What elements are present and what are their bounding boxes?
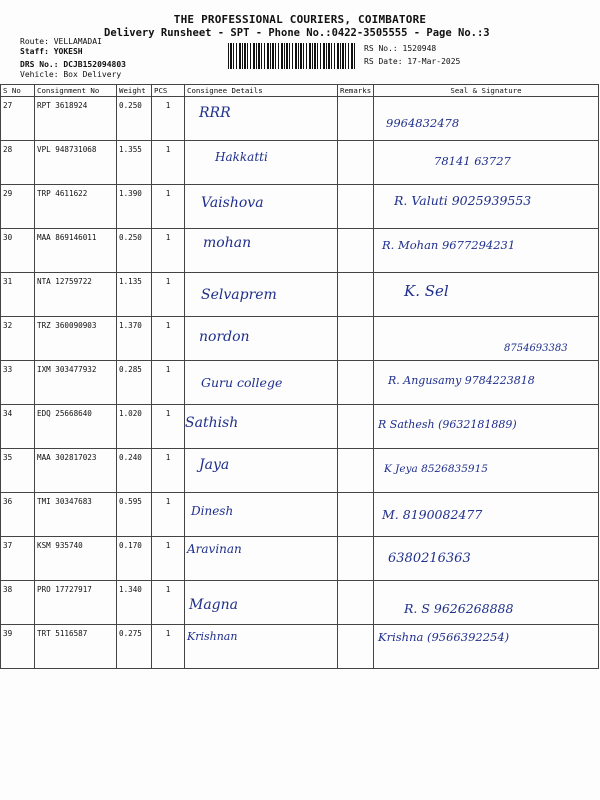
runsheet-subtitle: Delivery Runsheet - SPT - Phone No.:0422-3505555 - Page No.:3 — [104, 27, 490, 39]
row-remarks — [338, 273, 374, 317]
row-pcs: 1 — [152, 493, 185, 537]
row-pcs: 1 — [152, 273, 185, 317]
row-weight: 1.340 — [117, 581, 152, 625]
row-remarks — [338, 317, 374, 361]
rs-number: RS No.: 1520948 — [364, 44, 437, 53]
row-pcs: 1 — [152, 405, 185, 449]
col-consignment: Consignment No — [35, 85, 117, 97]
seal-signature: M. 8190082477 — [382, 507, 483, 522]
seal-signature: R. Mohan 9677294231 — [382, 238, 516, 252]
row-consignment-no: VPL 948731068 — [35, 141, 117, 185]
row-sno: 33 — [1, 361, 35, 405]
seal-signature: 6380216363 — [388, 551, 471, 566]
row-consignment-no: TMI 30347683 — [35, 493, 117, 537]
row-consignment-no: NTA 12759722 — [35, 273, 117, 317]
row-weight: 0.275 — [117, 625, 152, 669]
row-remarks — [338, 405, 374, 449]
row-weight: 0.250 — [117, 229, 152, 273]
row-sno: 39 — [1, 625, 35, 669]
table-row — [1, 273, 599, 317]
consignee-handwriting: Magna — [189, 597, 239, 613]
col-weight: Weight — [117, 85, 152, 97]
row-remarks — [338, 229, 374, 273]
row-consignment-no: TRT 5116587 — [35, 625, 117, 669]
seal-signature: K Jeya 8526835915 — [384, 463, 488, 475]
seal-signature: 78141 63727 — [434, 154, 511, 168]
row-pcs: 1 — [152, 317, 185, 361]
consignee-handwriting: Selvaprem — [201, 287, 277, 303]
row-pcs: 1 — [152, 185, 185, 229]
row-weight: 0.595 — [117, 493, 152, 537]
row-remarks — [338, 449, 374, 493]
seal-signature: R. S 9626268888 — [404, 601, 514, 616]
row-weight: 0.250 — [117, 97, 152, 141]
row-sno: 34 — [1, 405, 35, 449]
seal-signature: K. Sel — [404, 282, 449, 300]
row-weight: 1.390 — [117, 185, 152, 229]
runsheet-table — [0, 84, 599, 669]
row-weight: 0.285 — [117, 361, 152, 405]
table-row — [1, 581, 599, 625]
row-pcs: 1 — [152, 229, 185, 273]
row-consignment-no: EDQ 25668640 — [35, 405, 117, 449]
col-consignee: Consignee Details — [185, 85, 338, 97]
seal-signature: R. Angusamy 9784223818 — [388, 374, 535, 387]
row-sno: 32 — [1, 317, 35, 361]
row-sno: 38 — [1, 581, 35, 625]
route-text: Route: VELLAMADAI — [20, 37, 102, 46]
row-weight: 1.020 — [117, 405, 152, 449]
row-pcs: 1 — [152, 97, 185, 141]
row-weight: 1.370 — [117, 317, 152, 361]
row-pcs: 1 — [152, 361, 185, 405]
drs-number: DRS No.: DCJB152094803 — [20, 60, 126, 69]
row-consignment-no: MAA 302817023 — [35, 449, 117, 493]
table-row — [1, 537, 599, 581]
seal-signature: 8754693383 — [504, 343, 568, 354]
row-consignment-no: RPT 3618924 — [35, 97, 117, 141]
consignee-handwriting: nordon — [199, 329, 250, 345]
row-consignment-no: TRZ 360090903 — [35, 317, 117, 361]
consignee-handwriting: RRR — [199, 105, 231, 121]
consignee-handwriting: mohan — [203, 235, 252, 251]
consignee-handwriting: Sathish — [185, 415, 239, 431]
row-remarks — [338, 625, 374, 669]
row-consignment-no: MAA 869146011 — [35, 229, 117, 273]
consignee-handwriting: Vaishova — [201, 195, 264, 211]
row-remarks — [338, 97, 374, 141]
row-weight: 1.355 — [117, 141, 152, 185]
vehicle-text: Vehicle: Box Delivery — [20, 70, 122, 79]
row-pcs: 1 — [152, 141, 185, 185]
row-sno: 29 — [1, 185, 35, 229]
staff-text: Staff: YOKESH — [20, 47, 83, 56]
table-row — [1, 317, 599, 361]
rs-date: RS Date: 17-Mar-2025 — [364, 57, 461, 66]
row-sno: 37 — [1, 537, 35, 581]
consignee-handwriting: Hakkatti — [215, 150, 268, 164]
row-remarks — [338, 581, 374, 625]
table-row — [1, 625, 599, 669]
table-row — [1, 141, 599, 185]
seal-signature: Krishna (9566392254) — [378, 630, 510, 644]
row-weight: 0.170 — [117, 537, 152, 581]
table-header-row — [1, 85, 599, 97]
row-pcs: 1 — [152, 581, 185, 625]
company-title: THE PROFESSIONAL COURIERS, COIMBATORE — [173, 13, 427, 26]
col-remarks: Remarks — [338, 85, 374, 97]
seal-signature: R Sathesh (9632181889) — [378, 418, 517, 431]
consignee-handwriting: Aravinan — [187, 542, 242, 556]
row-pcs: 1 — [152, 537, 185, 581]
row-remarks — [338, 361, 374, 405]
row-weight: 0.240 — [117, 449, 152, 493]
row-consignment-no: KSM 935740 — [35, 537, 117, 581]
col-pcs: PCS — [152, 85, 185, 97]
row-consignment-no: TRP 4611622 — [35, 185, 117, 229]
barcode-image — [228, 43, 356, 69]
row-remarks — [338, 493, 374, 537]
col-seal: Seal & Signature — [374, 85, 599, 97]
table-row — [1, 493, 599, 537]
seal-signature: R. Valuti 9025939553 — [394, 193, 532, 208]
table-row — [1, 405, 599, 449]
table-row — [1, 229, 599, 273]
consignee-handwriting: Jaya — [199, 457, 230, 473]
table-row — [1, 449, 599, 493]
table-row — [1, 97, 599, 141]
row-remarks — [338, 141, 374, 185]
row-sno: 30 — [1, 229, 35, 273]
row-remarks — [338, 537, 374, 581]
table-row — [1, 361, 599, 405]
col-sno: S No — [1, 85, 35, 97]
consignee-handwriting: Dinesh — [191, 504, 234, 518]
row-sno: 35 — [1, 449, 35, 493]
table-row — [1, 185, 599, 229]
row-sno: 36 — [1, 493, 35, 537]
row-sno: 28 — [1, 141, 35, 185]
row-pcs: 1 — [152, 449, 185, 493]
row-weight: 1.135 — [117, 273, 152, 317]
consignee-handwriting: Guru college — [201, 375, 283, 390]
row-pcs: 1 — [152, 625, 185, 669]
row-sno: 27 — [1, 97, 35, 141]
row-remarks — [338, 185, 374, 229]
seal-signature: 9964832478 — [386, 116, 460, 130]
row-sno: 31 — [1, 273, 35, 317]
consignee-handwriting: Krishnan — [187, 630, 238, 643]
row-consignment-no: IXM 303477932 — [35, 361, 117, 405]
row-consignment-no: PRO 17727917 — [35, 581, 117, 625]
